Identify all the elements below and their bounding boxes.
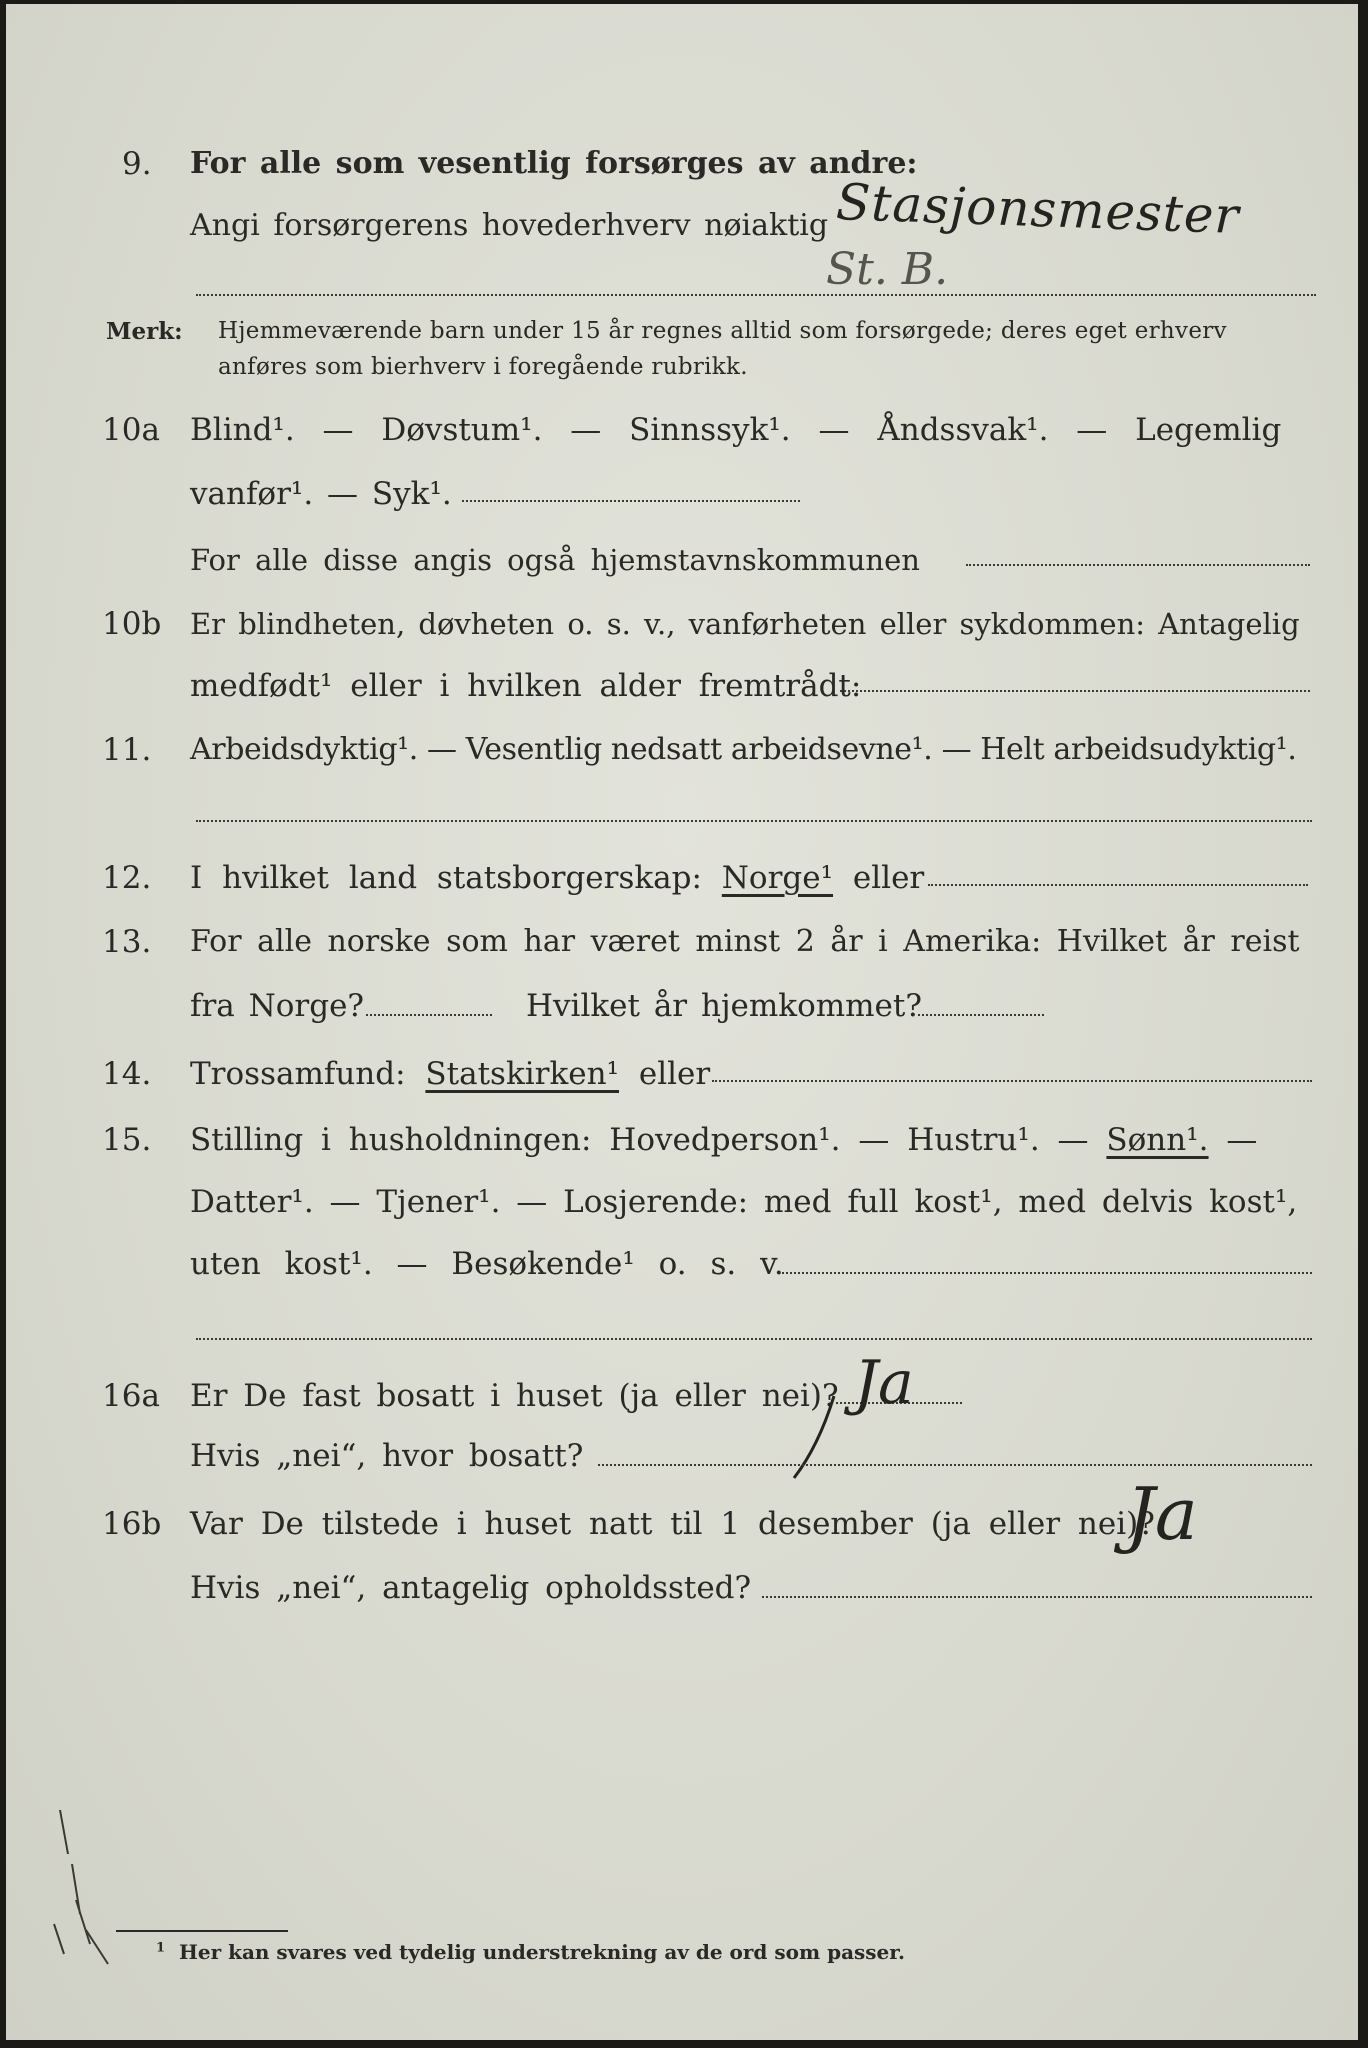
question-10a-line-3 bbox=[6, 530, 1358, 590]
note-text: Hjemmeværende barn under 15 år regnes alltid som forsørgede; deres eget erhverv bbox=[218, 318, 1227, 344]
question-number: 15. bbox=[102, 1122, 152, 1158]
question-text: Er De fast bosatt i huset (ja eller nei)? bbox=[190, 1378, 839, 1414]
answer-line bbox=[840, 690, 1310, 692]
question-suffix: eller bbox=[638, 1056, 711, 1092]
question-15-line-2 bbox=[6, 1172, 1358, 1232]
question-number: 10b bbox=[102, 606, 162, 642]
answer-line bbox=[462, 500, 800, 502]
question-11 bbox=[6, 720, 1358, 780]
question-number: 16b bbox=[102, 1506, 162, 1542]
question-text: Blind¹. — Døvstum¹. — Sinnssyk¹. — Åndssvak¹. — Legemlig bbox=[190, 412, 1282, 448]
question-number: 14. bbox=[102, 1056, 152, 1092]
question-text: Hvis „nei“, hvor bosatt? bbox=[190, 1438, 584, 1474]
question-13-line-2 bbox=[6, 976, 1358, 1036]
question-text: Hvis „nei“, antagelig opholdssted? bbox=[190, 1570, 752, 1606]
question-prefix: I hvilket land statsborgerskap: bbox=[190, 860, 702, 896]
footnote-text: Her kan svares ved tydelig understrekning av de ord som passer. bbox=[178, 1940, 905, 1964]
answer-line bbox=[782, 1272, 1312, 1274]
answer-line bbox=[966, 564, 1310, 566]
question-number: 10a bbox=[102, 412, 160, 448]
question-text: Er blindheten, døvheten o. s. v., vanførheten eller sykdommen: Antagelig bbox=[190, 607, 1300, 641]
question-number: 9. bbox=[122, 146, 152, 182]
note-label: Merk: bbox=[106, 318, 183, 345]
question-text: Var De tilstede i huset natt til 1 desember (ja eller nei)? bbox=[190, 1506, 1155, 1542]
handwritten-answer-occupation-abbrev: St. B. bbox=[826, 244, 949, 295]
question-text bbox=[190, 858, 924, 898]
question-number: 12. bbox=[102, 860, 152, 896]
question-text bbox=[190, 1054, 710, 1094]
question-text: Angi forsørgerens hovederhverv nøiaktig bbox=[190, 208, 829, 243]
answer-line bbox=[196, 820, 1312, 822]
question-suffix: eller bbox=[852, 860, 925, 896]
footnote-divider bbox=[116, 1930, 288, 1932]
question-14 bbox=[6, 1044, 1358, 1104]
question-number: 13. bbox=[102, 924, 152, 960]
question-text: Arbeidsdyktig¹. — Vesentlig nedsatt arbeidsevne¹. — Helt arbeidsudyktig¹. bbox=[190, 732, 1297, 767]
handwritten-answer-present: Ja bbox=[1126, 1472, 1198, 1556]
question-text: fra Norge? bbox=[190, 988, 365, 1024]
question-text: For alle norske som har været minst 2 år i Amerika: Hvilket år reist bbox=[190, 924, 1300, 959]
question-15 bbox=[6, 1110, 1358, 1170]
question-text: Hvilket år hjemkommet? bbox=[526, 988, 922, 1024]
question-text: For alle disse angis også hjemstavnskommunen bbox=[190, 543, 920, 577]
question-10a bbox=[6, 400, 1358, 460]
answer-line bbox=[598, 1464, 1312, 1466]
question-text: medfødt¹ eller i hvilken alder fremtrådt: bbox=[190, 668, 862, 704]
answer-line bbox=[712, 1080, 1312, 1082]
answer-line bbox=[762, 1596, 1312, 1598]
question-text: For alle som vesentlig forsørges av andre: bbox=[190, 146, 918, 181]
selected-option-statskirken: Statskirken¹ bbox=[425, 1056, 619, 1092]
question-text-part: — bbox=[1226, 1122, 1258, 1158]
question-10a-line-2 bbox=[6, 464, 1358, 524]
answer-line bbox=[196, 1338, 1312, 1340]
question-prefix: Trossamfund: bbox=[190, 1056, 406, 1092]
margin-pencil-mark bbox=[46, 1804, 116, 1974]
question-text: vanfør¹. — Syk¹. bbox=[190, 476, 452, 512]
note-text: anføres som bierhverv i foregående rubrikk. bbox=[218, 354, 748, 380]
question-13 bbox=[6, 912, 1358, 972]
question-15-line-3 bbox=[6, 1234, 1358, 1294]
question-16b-line-2 bbox=[6, 1558, 1358, 1618]
footnote bbox=[156, 1940, 905, 1964]
census-form-page bbox=[6, 4, 1358, 2040]
selected-option-sonn: Sønn¹. bbox=[1106, 1122, 1209, 1158]
question-10b-line-2 bbox=[6, 656, 1358, 716]
question-text bbox=[190, 1120, 1257, 1160]
question-16a bbox=[6, 1366, 1358, 1426]
question-text: uten kost¹. — Besøkende¹ o. s. v. bbox=[190, 1246, 784, 1282]
answer-line bbox=[918, 1014, 1044, 1016]
answer-line bbox=[928, 884, 1308, 886]
question-text: Datter¹. — Tjener¹. — Losjerende: med full kost¹, med delvis kost¹, bbox=[190, 1184, 1298, 1220]
answer-line bbox=[196, 294, 1316, 296]
question-number: 16a bbox=[102, 1378, 160, 1414]
handwritten-answer-occupation: Stasjonsmester bbox=[835, 172, 1241, 246]
question-number: 11. bbox=[102, 732, 152, 768]
footnote-marker: 1 bbox=[156, 1940, 166, 1956]
handwritten-answer-resident: Ja bbox=[854, 1348, 914, 1418]
question-12 bbox=[6, 848, 1358, 908]
question-text-part: Stilling i husholdningen: Hovedperson¹. — Hustru¹. — bbox=[190, 1122, 1089, 1158]
selected-option-norge: Norge¹ bbox=[721, 860, 834, 896]
question-10b bbox=[6, 594, 1358, 654]
answer-line bbox=[366, 1014, 492, 1016]
